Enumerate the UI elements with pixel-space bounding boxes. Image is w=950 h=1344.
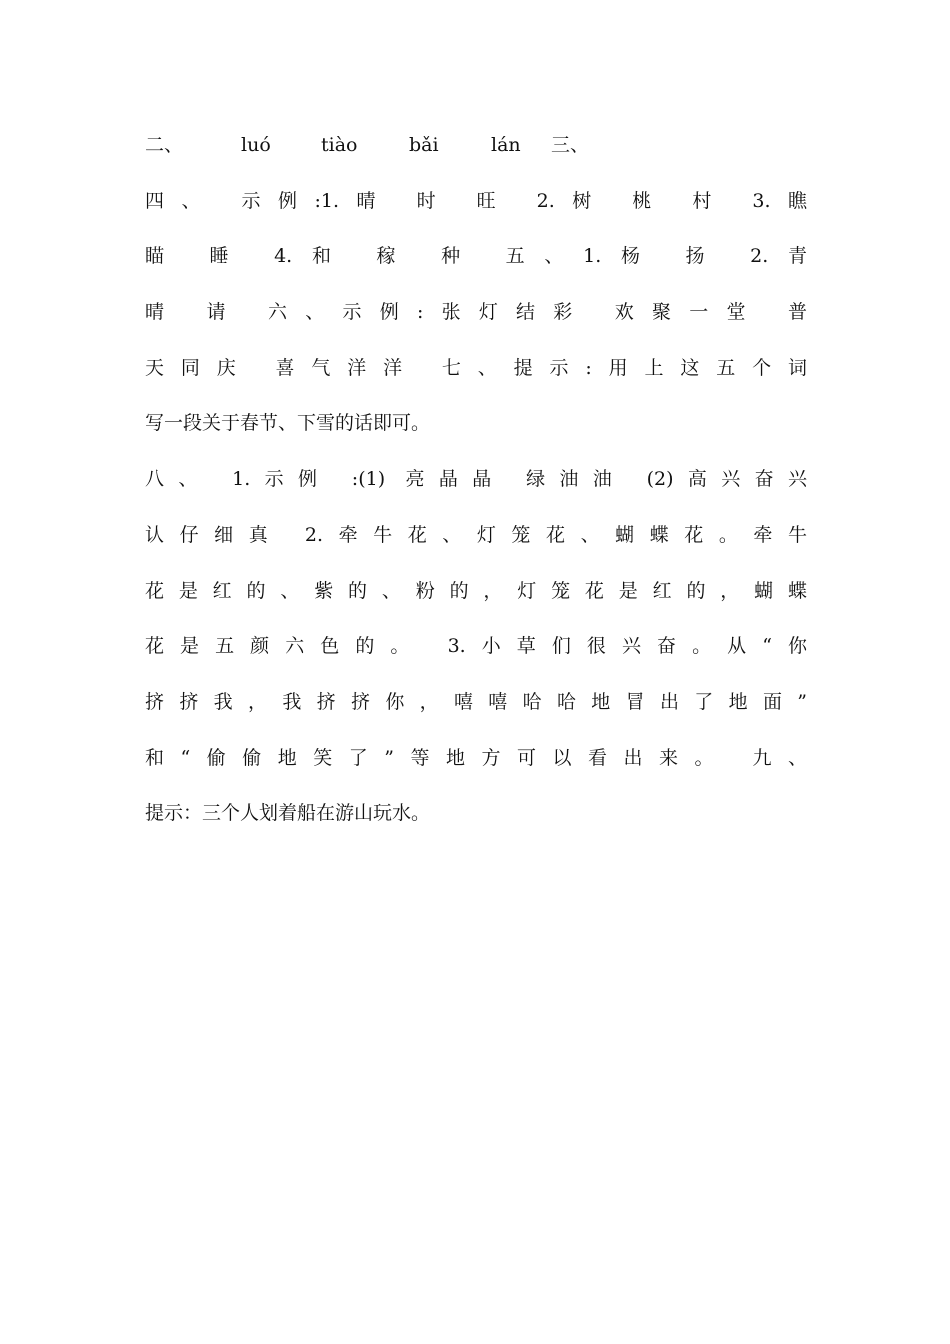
pinyin-lan: lán xyxy=(491,134,521,156)
answer-text-block xyxy=(145,126,807,850)
section-two-label: 二、 xyxy=(145,134,184,156)
pinyin-luo: luó xyxy=(241,134,271,156)
answer-line-1 xyxy=(145,126,807,182)
answer-line-10: 花是五颜六色的。 3.小草们很兴奋。从“你 xyxy=(145,635,807,658)
answer-line-6: 写一段关于春节、下雪的话即可。 xyxy=(145,412,431,435)
section-three-label: 三、 xyxy=(551,134,590,156)
answer-line-5: 天同庆 喜气洋洋 七、提示:用上这五个词 xyxy=(145,356,807,379)
answer-line-7: 八、 1.示例 :(1) 亮晶晶 绿油油 (2)高兴奋兴 xyxy=(145,468,807,491)
answer-line-2: 四、 示例:1.晴 时 旺 2.树 桃 村 3.瞧 xyxy=(145,189,807,212)
pinyin-tiao: tiào xyxy=(321,134,358,156)
answer-line-3: 瞄 睡 4.和 稼 种 五、1.杨 扬 2.青 xyxy=(145,245,807,268)
answer-line-11: 挤挤我，我挤挤你，嘻嘻哈哈地冒出了地面” xyxy=(145,690,807,713)
answer-line-13: 提示：三个人划着船在游山玩水。 xyxy=(145,802,431,825)
pinyin-bai: bǎi xyxy=(409,134,439,156)
answer-line-12: 和“偷偷地笑了”等地方可以看出来。 九、 xyxy=(145,746,807,769)
answer-line-4: 晴 请 六、示例:张灯结彩 欢聚一堂 普 xyxy=(145,301,807,324)
answer-line-9: 花是红的、紫的、粉的，灯笼花是红的，蝴蝶 xyxy=(145,579,807,602)
answer-line-8: 认仔细真 2.牵牛花、灯笼花、蝴蝶花。牵牛 xyxy=(145,523,807,546)
